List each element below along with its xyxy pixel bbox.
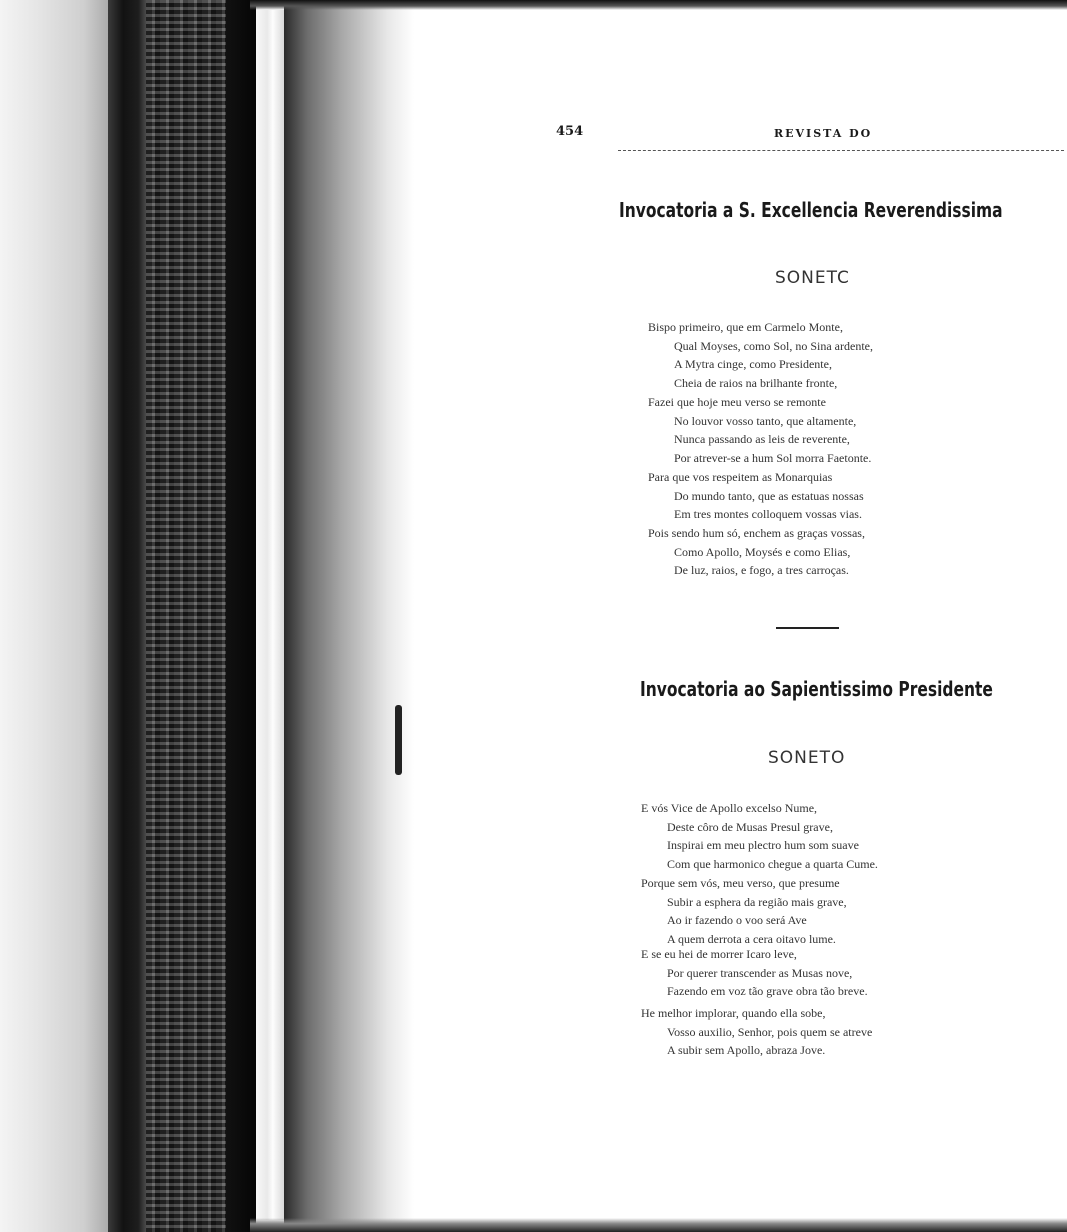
stanza — [641, 1004, 872, 1060]
verse-line: Vosso auxilio, Senhor, pois quem se atreve — [667, 1024, 873, 1039]
running-head: REVISTA DO — [774, 127, 873, 140]
verse-line: No louvor vosso tanto, que altamente, — [674, 413, 857, 428]
verse-line: Deste côro de Musas Presul grave, — [667, 819, 833, 834]
verse-line: He melhor implorar, quando ella sobe, — [641, 1006, 826, 1020]
stanza — [648, 318, 873, 392]
verse-line: Pois sendo hum só, enchem as graças vossas, — [648, 526, 865, 540]
verse-line: Bispo primeiro, que em Carmelo Monte, — [648, 320, 843, 334]
section-divider — [776, 627, 839, 629]
bottom-edge-shadow — [250, 1218, 1067, 1232]
cover-edge — [108, 0, 146, 1232]
poem-form-label: SONETC — [775, 268, 850, 288]
verse-line: Como Apollo, Moysés e como Elias, — [674, 544, 851, 559]
gutter-shadow — [284, 0, 414, 1232]
stanza — [641, 945, 868, 1001]
header-rule — [618, 150, 1064, 151]
page-stack — [256, 10, 284, 1220]
top-edge-shadow — [250, 0, 1067, 10]
verse-line: Do mundo tanto, que as estatuas nossas — [674, 488, 864, 503]
verse-line: Porque sem vós, meu verso, que presume — [641, 876, 840, 890]
book-spine — [146, 0, 256, 1232]
verse-line: Cheia de raios na brilhante fronte, — [674, 375, 838, 390]
verse-line: Qual Moyses, como Sol, no Sina ardente, — [674, 338, 873, 353]
page-number: 454 — [556, 124, 584, 139]
page-header — [556, 124, 1066, 144]
stanza — [641, 874, 847, 948]
stanza — [648, 468, 864, 524]
stanza — [648, 524, 865, 580]
verse-line: Para que vos respeitem as Monarquias — [648, 470, 833, 484]
poem-title: Invocatoria ao Sapientissimo Presidente — [640, 677, 993, 701]
poem-form-label: SONETO — [768, 748, 846, 768]
verse-line: Fazei que hoje meu verso se remonte — [648, 395, 826, 409]
verse-line: Por atrever-se a hum Sol morra Faetonte. — [674, 450, 872, 465]
verse-line: Subir a esphera da região mais grave, — [667, 894, 847, 909]
verse-line: Por querer transcender as Musas nove, — [667, 965, 853, 980]
verse-line: A quem derrota a cera oitavo lume. — [667, 931, 836, 946]
verse-line: Com que harmonico chegue a quarta Cume. — [667, 856, 878, 871]
stanza — [648, 393, 871, 467]
verse-line: A Mytra cinge, como Presidente, — [674, 357, 832, 371]
verse-line: Inspirai em meu plectro hum som suave — [667, 838, 859, 852]
verse-line: E vós Vice de Apollo excelso Nume, — [641, 801, 818, 815]
verse-line: De luz, raios, e fogo, a tres carroças. — [674, 563, 849, 577]
verse-line: Ao ir fazendo o voo será Ave — [667, 913, 807, 927]
poem-title: Invocatoria a S. Excellencia Reverendissima — [619, 198, 1003, 222]
gutter-mark — [395, 705, 402, 775]
stanza — [641, 799, 878, 873]
spine-shadow — [226, 0, 256, 1232]
verse-line: Nunca passando as leis de reverente, — [674, 432, 850, 446]
verse-line: Fazendo em voz tão grave obra tão breve. — [667, 984, 868, 998]
verse-line: Em tres montes colloquem vossas vias. — [674, 507, 862, 521]
verse-line: A subir sem Apollo, abraza Jove. — [667, 1043, 826, 1057]
scan-margin — [0, 0, 120, 1232]
verse-line: E se eu hei de morrer Icaro leve, — [641, 947, 797, 961]
